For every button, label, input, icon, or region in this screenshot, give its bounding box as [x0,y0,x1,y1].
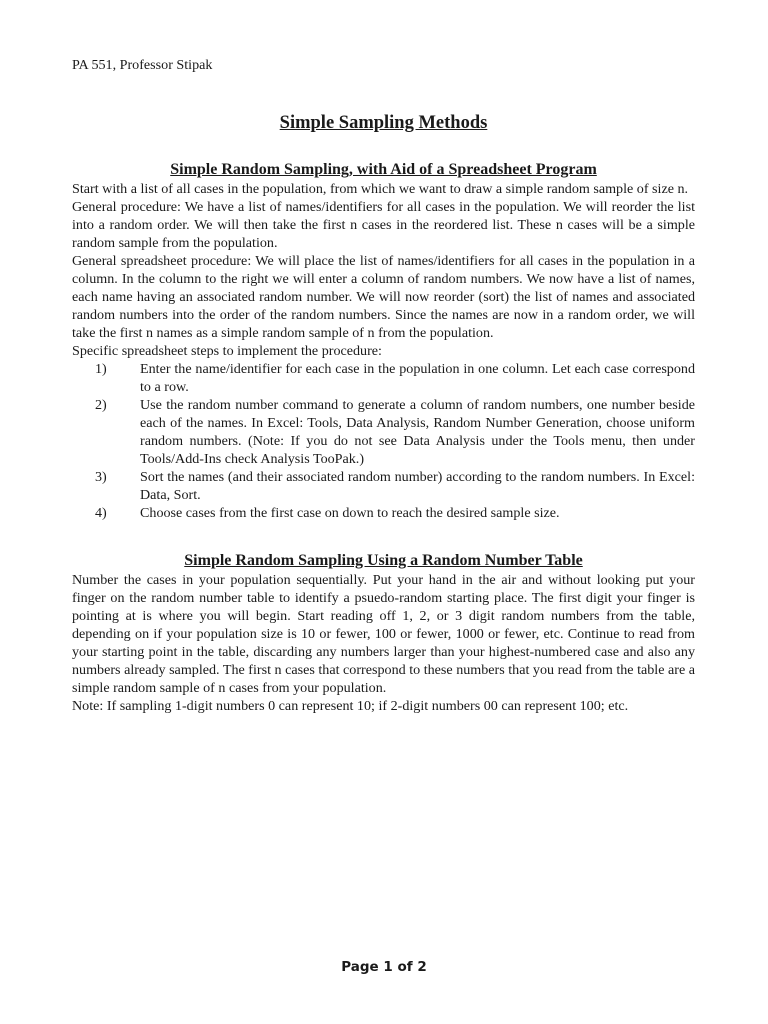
step-text: Choose cases from the first case on down to reach the desired sample size. [140,505,560,521]
intro-paragraph: Start with a list of all cases in the population, from which we want to draw a simple random sample of size n. [72,181,689,197]
section-heading-random-table: Simple Random Sampling Using a Random Number Table [184,552,583,569]
step-text: Enter the name/identifier for each case in the population in one column. Let each case correspond to a row. [140,361,695,395]
steps-intro: Specific spreadsheet steps to implement the procedure: [72,343,382,359]
step-number: 4) [95,505,107,521]
spreadsheet-procedure-paragraph: General spreadsheet procedure: We will place the list of names/identifiers for all cases in the population in a column. In the column to the right we will enter a column of random numbers. We now have a list of names, each name having an associated random number. We will now reorder (sort) the list of names and associated random numbers into the order of the random numbers. Since the names are now in a random order, we will take the first n names as a simple random sample of n from the population. [72,253,695,341]
note-paragraph: Note: If sampling 1-digit numbers 0 can represent 10; if 2-digit numbers 00 can represent 100; etc. [72,698,629,714]
document-title: Simple Sampling Methods [279,113,488,133]
section-heading-spreadsheet: Simple Random Sampling, with Aid of a Spreadsheet Program [170,161,597,178]
page-number-footer: Page 1 of 2 [341,959,427,975]
steps-list [72,360,695,522]
step-number: 2) [95,397,107,413]
list-item [72,468,695,504]
step-number: 1) [95,361,107,377]
list-item [72,504,695,522]
document-page [72,56,695,715]
step-text: Use the random number command to generate a column of random numbers, one number beside each of the names. In Excel: Tools, Data Analysis, Random Number Generation, choose uniform random numbers. (Note: If you do not see Data Analysis under the Tools menu, then under Tools/Add-Ins check Analysis TooPak.) [140,397,695,467]
general-procedure-paragraph: General procedure: We have a list of names/identifiers for all cases in the population. We will reorder the list into a random order. We will then take the first n cases in the reordered list. These n cases will be a simple random sample from the population. [72,199,695,251]
step-text: Sort the names (and their associated random number) according to the random numbers. In Excel: Data, Sort. [140,469,695,503]
list-item [72,396,695,468]
random-table-paragraph: Number the cases in your population sequentially. Put your hand in the air and without looking put your finger on the random number table to identify a psuedo-random starting place. The first digit your finger is pointing at is where you will begin. Start reading off 1, 2, or 3 digit random numbers from the table, depending on if your population size is 10 or fewer, 100 or fewer, 1000 or fewer, etc. Continue to read from your starting point in the table, discarding any numbers larger than your highest-numbered case and also any numbers already sampled. The first n cases that correspond to these numbers that you read from the table are a simple random sample of n cases from your population. [72,572,695,696]
list-item [72,360,695,396]
step-number: 3) [95,469,107,485]
course-header: PA 551, Professor Stipak [72,57,213,73]
